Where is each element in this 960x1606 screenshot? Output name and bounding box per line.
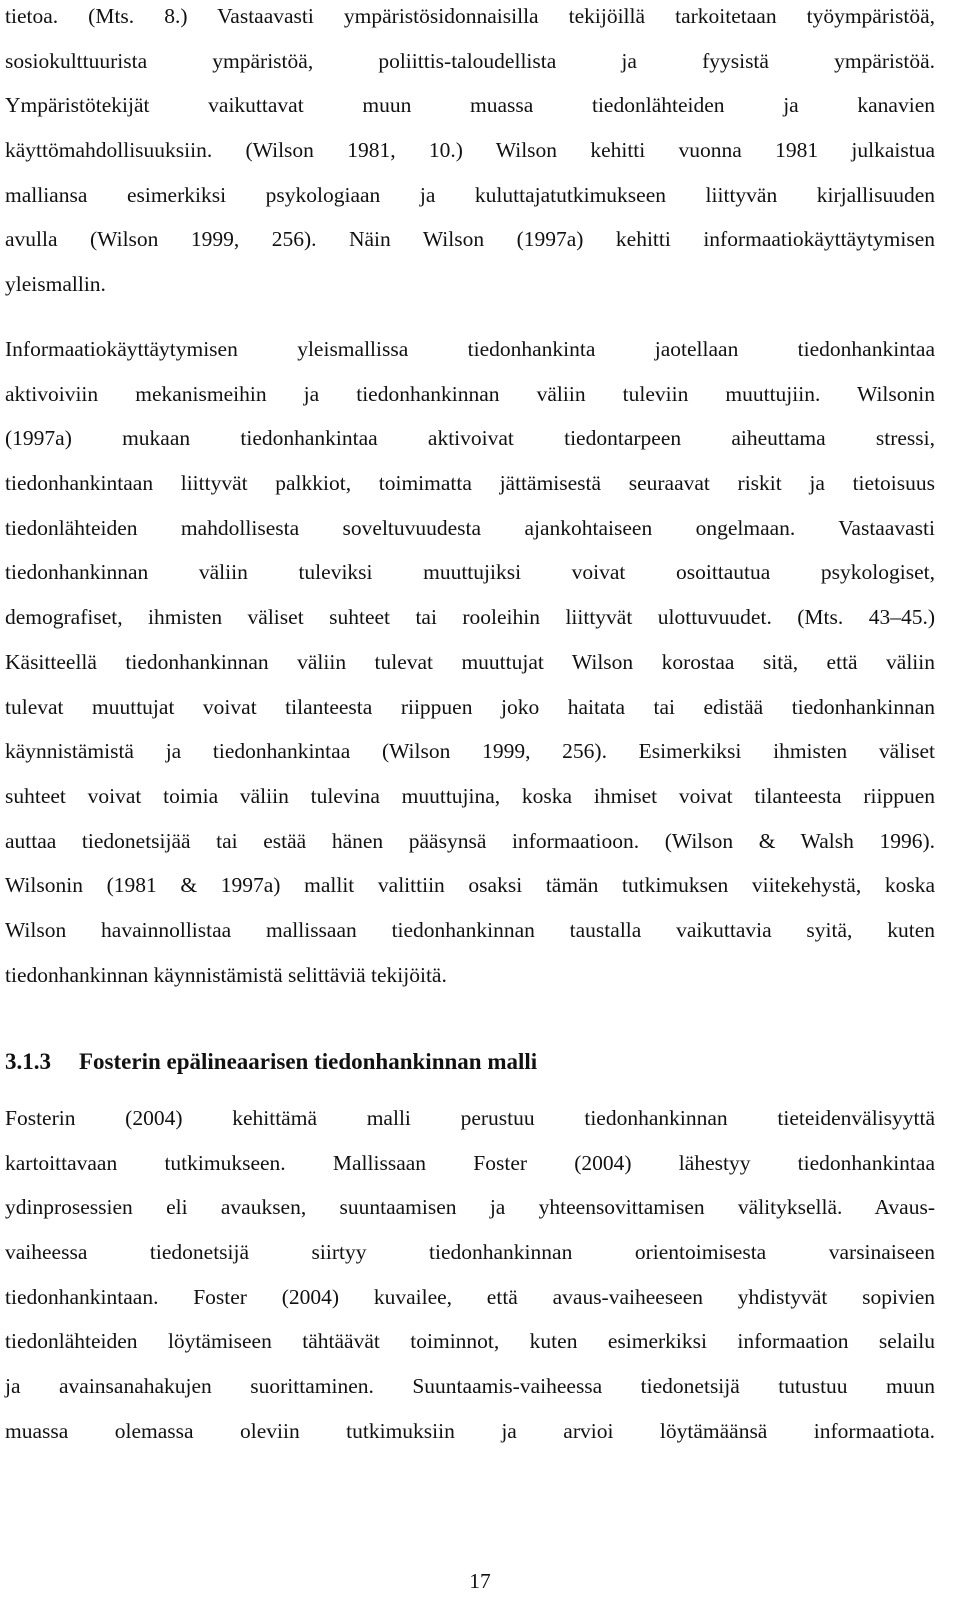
text-line: tiedonlähteiden löytämiseen tähtäävät toiminnot, kuten esimerkiksi informaation selailu [5, 1329, 935, 1354]
text-line: Wilsonin (1981 & 1997a) mallit valittiin osaksi tämän tutkimuksen viitekehystä, koska [5, 873, 935, 898]
text-line: tiedonlähteiden mahdollisesta soveltuvuudesta ajankohtaiseen ongelmaan. Vastaavasti [5, 515, 935, 540]
text-line: käyttömahdollisuuksiin. (Wilson 1981, 10.) Wilson kehitti vuonna 1981 julkaistua [5, 138, 935, 163]
text-line: Fosterin (2004) kehittämä malli perustuu tiedonhankinnan tieteidenvälisyyttä [5, 1106, 935, 1130]
text-line: malliansa esimerkiksi psykologiaan ja kuluttajatutkimukseen liittyvän kirjallisuuden [5, 182, 935, 207]
text-line: vaiheessa tiedonetsijä siirtyy tiedonhankinnan orientoimisesta varsinaiseen [5, 1240, 935, 1265]
text-line: ydinprosessien eli avauksen, suuntaamisen ja yhteensovittamisen välityksellä. Avaus- [5, 1195, 935, 1220]
section-heading [5, 1046, 935, 1078]
text-line: suhteet voivat toimia väliin tulevina muuttujina, koska ihmiset voivat tilanteesta riippuen [5, 783, 935, 808]
text-line: Käsitteellä tiedonhankinnan väliin tulevat muuttujat Wilson korostaa sitä, että väliin [5, 649, 935, 674]
text-line: tiedonhankintaan liittyvät palkkiot, toimimatta jättämisestä seuraavat riskit ja tietoisuus [5, 471, 935, 496]
page-number: 17 [469, 1569, 491, 1593]
text-line: demografiset, ihmisten väliset suhteet tai rooleihin liittyvät ulottuvuudet. (Mts. 43–45.) [5, 605, 935, 630]
text-line: tiedonhankinnan käynnistämistä selittäviä tekijöitä. [5, 962, 447, 987]
text-line: kartoittavaan tutkimukseen. Mallissaan Foster (2004) lähestyy tiedonhankintaa [5, 1150, 935, 1175]
text-line: sosiokulttuurista ympäristöä, poliittis-taloudellista ja fyysistä ympäristöä. [5, 48, 935, 73]
text-line: Ympäristötekijät vaikuttavat muun muassa tiedonlähteiden ja kanavien [5, 93, 935, 118]
text-line: käynnistämistä ja tiedonhankintaa (Wilson 1999, 256). Esimerkiksi ihmisten väliset [5, 739, 935, 764]
paragraph-1 [5, 0, 935, 307]
text-line: auttaa tiedonetsijää tai estää hänen pääsynsä informaatioon. (Wilson & Walsh 1996). [5, 828, 935, 853]
text-line: Informaatiokäyttäytymisen yleismallissa tiedonhankinta jaotellaan tiedonhankintaa [5, 337, 935, 361]
paragraph-2 [5, 327, 935, 997]
text-line: Wilson havainnollistaa mallissaan tiedonhankinnan taustalla vaikuttavia syitä, kuten [5, 917, 935, 942]
section-number: 3.1.3 [5, 1049, 51, 1074]
text-line: tulevat muuttujat voivat tilanteesta riippuen joko haitata tai edistää tiedonhankinnan [5, 694, 935, 719]
text-line: (1997a) mukaan tiedonhankintaa aktivoivat tiedontarpeen aiheuttama stressi, [5, 426, 935, 451]
paragraph-3 [5, 1096, 935, 1454]
text-line: tietoa. (Mts. 8.) Vastaavasti ympäristösidonnaisilla tekijöillä tarkoitetaan työympäristöä, [5, 4, 935, 28]
text-line: tiedonhankintaan. Foster (2004) kuvailee, että avaus-vaiheeseen yhdistyvät sopivien [5, 1284, 935, 1309]
text-line: yleismallin. [5, 272, 106, 297]
section-title: Fosterin epälineaarisen tiedonhankinnan malli [79, 1049, 538, 1074]
text-line: muassa olemassa oleviin tutkimuksiin ja arvioi löytämäänsä informaatiota. [5, 1418, 935, 1443]
text-line: avulla (Wilson 1999, 256). Näin Wilson (1997a) kehitti informaatiokäyttäytymisen [5, 227, 935, 252]
text-line: tiedonhankinnan väliin tuleviksi muuttujiksi voivat osoittautua psykologiset, [5, 560, 935, 585]
text-line: aktivoiviin mekanismeihin ja tiedonhankinnan väliin tuleviin muuttujiin. Wilsonin [5, 381, 935, 406]
text-line: ja avainsanahakujen suorittaminen. Suuntaamis-vaiheessa tiedonetsijä tutustuu muun [5, 1374, 935, 1399]
